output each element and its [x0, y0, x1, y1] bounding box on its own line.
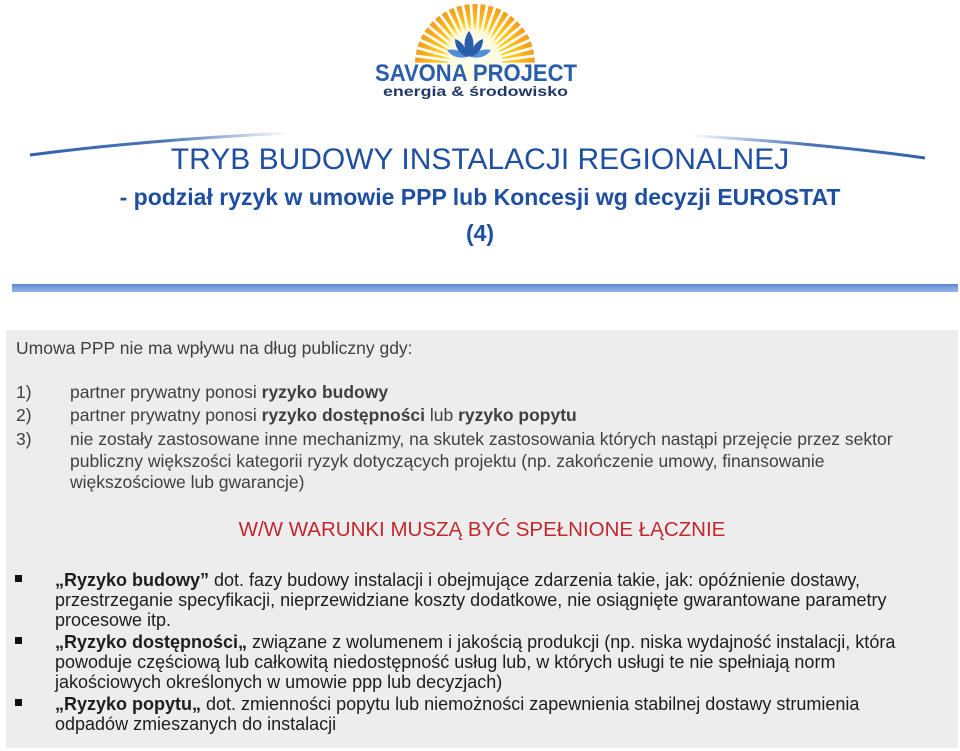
condition-text-bold: ryzyko dostępności	[261, 405, 426, 425]
logo-name: SAVONA PROJECT	[375, 60, 578, 87]
sun-ray	[501, 49, 534, 59]
bullet-item-3	[55, 694, 859, 734]
bullet-text: dot. fazy budowy instalacji i obejmujące zdarzenia takie, jak: opóźnienie dostawy,	[209, 570, 861, 590]
divider-bar	[12, 284, 958, 292]
square-bullet-icon	[15, 637, 22, 644]
emphasis-heading: W/W WARUNKI MUSZĄ BYĆ SPEŁNIONE ŁĄCZNIE	[238, 518, 726, 541]
condition-text-bold: ryzyko budowy	[261, 382, 389, 402]
bullet-line: odpadów zmieszanych do instalacji	[55, 714, 337, 734]
slide-title: TRYB BUDOWY INSTALACJI REGIONALNEJ	[170, 143, 790, 176]
bullet-term: „Ryzyko popytu„	[55, 694, 202, 714]
square-bullet-icon	[15, 699, 22, 706]
bullet-line: jakościowych określonych w umowie ppp lub decyzjach)	[55, 672, 503, 692]
bullet-line: powoduje częściową lub całkowitą niedostępność usług lub, w których usługi te nie spełniają norm	[55, 652, 836, 672]
bullet-term: „Ryzyko dostępności„	[55, 632, 248, 652]
bullet-text: związane z wolumenem i jakością produkcji (np. niska wydajność instalacji, która	[247, 632, 896, 652]
condition-line: publiczny większości kategorii ryzyk dotyczących projektu (np. zakończenie umowy, finansowanie	[70, 450, 825, 471]
bullet-item-2	[55, 632, 895, 692]
condition-text-plain: partner prywatny ponosi	[70, 382, 262, 402]
condition-text-bold: ryzyko popytu	[458, 405, 577, 425]
condition-text	[70, 405, 577, 427]
logo-tagline: energia & środowisko	[383, 84, 568, 99]
condition-line: nie zostały zastosowane inne mechanizmy, na skutek zastosowania których nastąpi przejęcie przez sektor	[70, 429, 893, 449]
condition-marker: 2)	[16, 405, 32, 425]
slide-number: (4)	[465, 220, 495, 246]
bullet-line: procesowe itp.	[55, 610, 172, 630]
savona-project-logo	[360, 0, 600, 104]
bullet-item-1	[55, 570, 886, 630]
bullet-line	[55, 570, 886, 590]
bullet-text: dot. zmienności popytu lub niemożności zapewnienia stabilnej dostawy strumienia	[201, 694, 860, 714]
condition-line: większościowe lub gwarancje)	[70, 472, 305, 492]
intro-text: Umowa PPP nie ma wpływu na dług publiczny gdy:	[16, 338, 413, 358]
condition-text-plain: lub	[425, 405, 459, 425]
bullet-line	[55, 694, 859, 714]
slide-subtitle: - podział ryzyk w umowie PPP lub Koncesji wg decyzji EUROSTAT	[119, 184, 841, 210]
condition-marker: 3)	[16, 429, 32, 449]
square-bullet-icon	[15, 575, 22, 582]
bullet-line	[55, 632, 895, 652]
content-panel	[6, 330, 958, 748]
condition-text	[70, 382, 388, 404]
condition-text-plain: partner prywatny ponosi	[70, 405, 262, 425]
condition-text	[70, 429, 893, 494]
bullet-term: „Ryzyko budowy”	[55, 570, 210, 590]
condition-marker: 1)	[16, 382, 32, 402]
bullet-line: przestrzeganie specyfikacji, nieprzewidziane koszty dodatkowe, nie osiągnięte gwarantowane parametry	[55, 590, 887, 610]
